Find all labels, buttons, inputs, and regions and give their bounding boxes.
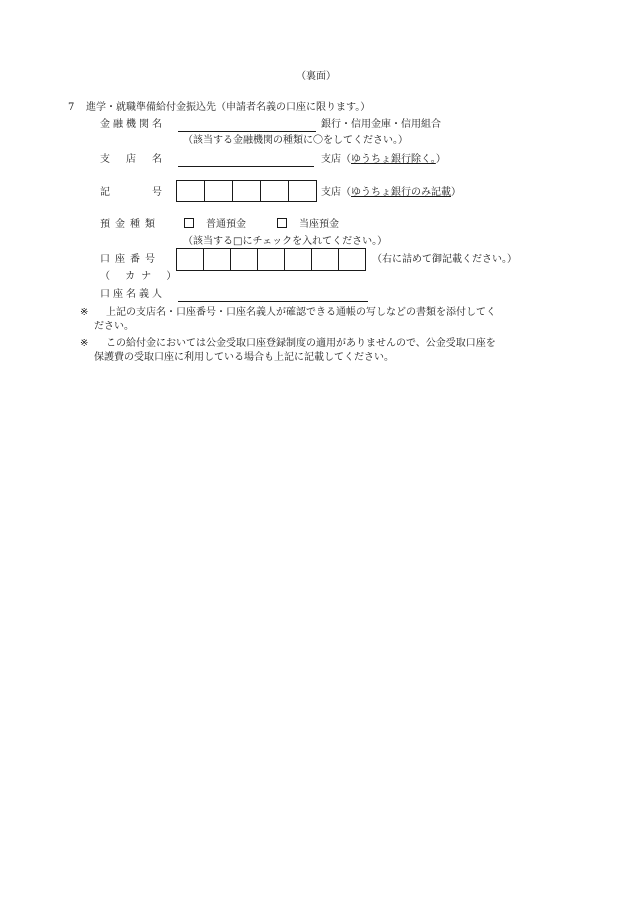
ordinary-label: 普通預金 — [206, 219, 246, 230]
account-number-boxes[interactable] — [176, 248, 366, 271]
page-label: （裏面） — [296, 71, 336, 82]
branch-suffix-close: ） — [435, 154, 446, 165]
note-text: 上記の支店名・口座番号・口座名義人が確認できる通帳の写しなどの書類を添付してく — [106, 307, 496, 318]
section-title: 進学・就職準備給付金振込先（申請者名義の口座に限ります。） — [86, 102, 371, 113]
symbol-boxes[interactable] — [176, 180, 317, 202]
bank-type-suffix: 銀行・信用金庫・信用組合 — [321, 119, 441, 130]
current-checkbox[interactable] — [277, 218, 287, 228]
account-holder-input[interactable] — [178, 301, 368, 302]
note-text-continued: 保護費の受取口座に利用している場合も上記に記載してください。 — [94, 352, 394, 363]
kana-label: （ カナ ） — [100, 271, 183, 282]
current-label: 当座預金 — [299, 219, 339, 230]
deposit-type-label: 預金種類 — [100, 219, 160, 230]
note-mark: ※ — [80, 338, 89, 349]
symbol-box[interactable] — [177, 181, 205, 201]
account-digit-box[interactable] — [312, 249, 339, 270]
deposit-type-note: （該当する□にチェックを入れてください。） — [183, 236, 388, 247]
account-digit-box[interactable] — [339, 249, 365, 270]
account-holder-label: 口座名義人 — [100, 289, 165, 300]
note-text-continued: ださい。 — [94, 321, 134, 332]
symbol-suffix-prefix: 支店（ — [321, 187, 351, 198]
symbol-box[interactable] — [289, 181, 316, 201]
account-number-label: 口座番号 — [100, 254, 160, 265]
symbol-box[interactable] — [261, 181, 289, 201]
note-text: この給付金においては公金受取口座登録制度の適用がありませんので、公金受取口座を — [106, 338, 496, 349]
branch-name-input[interactable] — [178, 166, 314, 167]
symbol-suffix-note: ゆうちょ銀行のみ記載 — [351, 187, 451, 198]
bank-name-label: 金融機関名 — [100, 119, 165, 130]
section-number: 7 — [68, 102, 75, 113]
branch-suffix — [321, 153, 446, 166]
account-digit-box[interactable] — [204, 249, 231, 270]
account-digit-box[interactable] — [258, 249, 285, 270]
deposit-option-ordinary[interactable] — [184, 218, 246, 231]
account-digit-box[interactable] — [177, 249, 204, 270]
note-mark: ※ — [80, 307, 89, 318]
account-digit-box[interactable] — [285, 249, 312, 270]
symbol-box[interactable] — [233, 181, 261, 201]
symbol-suffix-close: ） — [451, 187, 461, 198]
deposit-option-current[interactable] — [277, 218, 339, 231]
bank-type-note: （該当する金融機関の種類に〇をしてください。） — [183, 135, 408, 146]
account-digit-box[interactable] — [231, 249, 258, 270]
ordinary-checkbox[interactable] — [184, 218, 194, 228]
symbol-box[interactable] — [205, 181, 233, 201]
bank-name-input[interactable] — [178, 131, 316, 132]
symbol-label: 記号 — [100, 187, 204, 198]
branch-suffix-prefix: 支店（ — [321, 154, 351, 165]
branch-name-label: 支店名 — [100, 154, 178, 165]
symbol-suffix — [321, 186, 461, 199]
account-number-note: （右に詰めて御記載ください。） — [372, 254, 517, 265]
branch-suffix-note: ゆうちょ銀行除く。 — [351, 154, 436, 165]
